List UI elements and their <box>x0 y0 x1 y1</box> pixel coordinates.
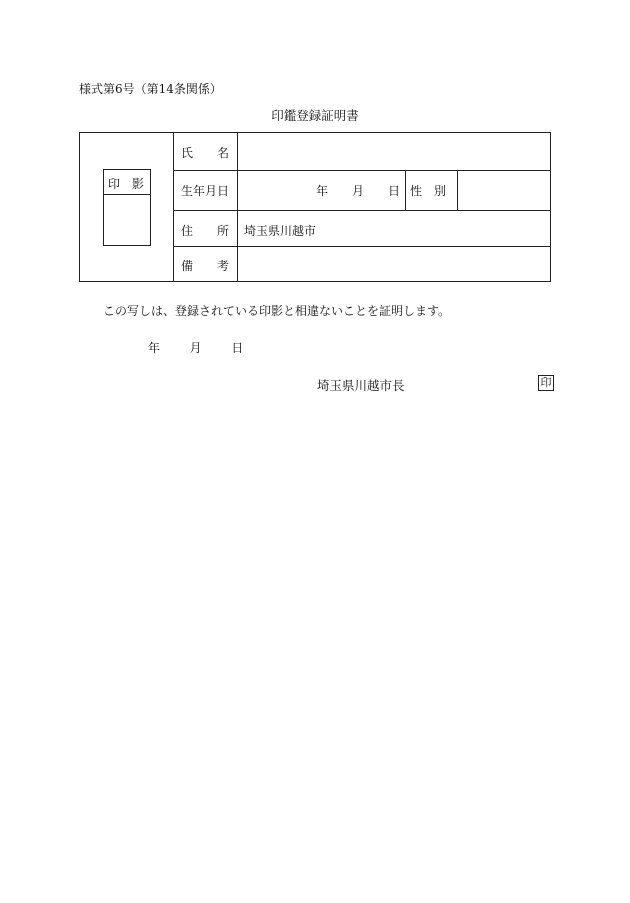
date-year: 年 <box>148 341 161 355</box>
birth-year-label: 年 <box>316 184 329 198</box>
name-label: 氏 名 <box>181 146 230 160</box>
birthdate-label: 生年月日 <box>181 184 230 198</box>
official-seal-mark: 印 <box>538 375 554 391</box>
date-month: 月 <box>189 341 202 355</box>
table-divider <box>173 210 550 211</box>
table-divider <box>173 170 550 171</box>
issuer-name: 埼玉県川越市長 <box>317 378 405 393</box>
birth-day-label: 日 <box>388 184 401 198</box>
issue-date <box>148 339 243 356</box>
form-number: 様式第6号（第14条関係） <box>79 82 222 96</box>
date-day: 日 <box>231 341 244 355</box>
remarks-label: 備 考 <box>181 259 230 273</box>
table-divider <box>405 170 406 210</box>
certification-statement: この写しは、登録されている印影と相違ないことを証明します。 <box>103 304 451 318</box>
document-title: 印鑑登録証明書 <box>271 108 359 123</box>
seal-impression-box <box>103 169 151 246</box>
gender-label: 性 別 <box>410 184 447 198</box>
address-label: 住 所 <box>181 224 230 238</box>
table-divider <box>104 194 150 195</box>
address-value: 埼玉県川越市 <box>244 224 317 238</box>
table-divider <box>173 246 550 247</box>
certificate-table <box>79 132 551 282</box>
seal-label: 印 影 <box>108 177 145 191</box>
table-divider <box>173 133 174 281</box>
table-divider <box>457 170 458 210</box>
birth-month-label: 月 <box>352 184 365 198</box>
table-divider <box>237 133 238 281</box>
